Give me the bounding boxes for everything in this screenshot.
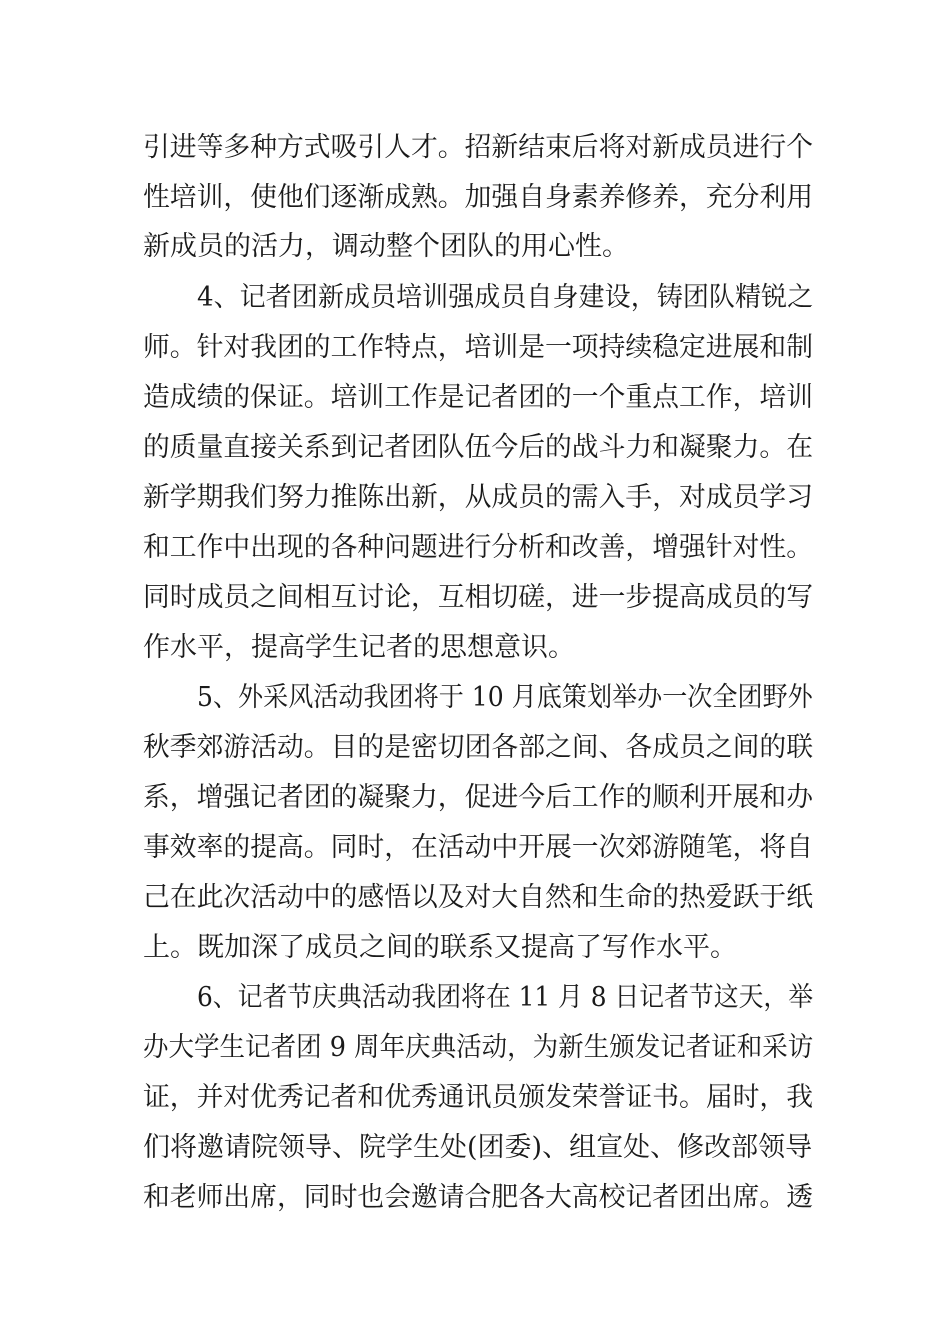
text-line: 办大学生记者团 9 周年庆典活动，为新生颁发记者证和采访 — [143, 1032, 814, 1063]
text-line: 新成员的活力，调动整个团队的用心性。 — [143, 231, 629, 262]
text-line: 己在此次活动中的感悟以及对大自然和生命的热爱跃于纸 — [143, 882, 813, 913]
text-line: 和老师出席，同时也会邀请合肥各大高校记者团出席。透 — [143, 1182, 813, 1213]
text-line: 和工作中出现的各种问题进行分析和改善，增强针对性。 — [143, 532, 813, 563]
text-line: 引进等多种方式吸引人才。招新结束后将对新成员进行个 — [143, 132, 813, 163]
text-line: 秋季郊游活动。目的是密切团各部之间、各成员之间的联 — [143, 732, 813, 763]
text-line: 新学期我们努力推陈出新，从成员的需入手，对成员学习 — [143, 482, 813, 513]
text-line: 作水平，提高学生记者的思想意识。 — [143, 632, 575, 663]
paragraph-5-first-line: 5、外采风活动我团将于 10 月底策划举办一次全团野外 — [197, 682, 813, 713]
text-line: 的质量直接关系到记者团队伍今后的战斗力和凝聚力。在 — [143, 432, 813, 463]
text-line: 师。针对我团的工作特点，培训是一项持续稳定进展和制 — [143, 332, 813, 363]
paragraph-4-first-line: 4、记者团新成员培训强成员自身建设，铸团队精锐之 — [197, 282, 814, 313]
text-line: 造成绩的保证。培训工作是记者团的一个重点工作，培训 — [143, 382, 813, 413]
text-line: 证，并对优秀记者和优秀通讯员颁发荣誉证书。届时，我 — [143, 1082, 813, 1113]
paragraph-6-first-line: 6、记者节庆典活动我团将在 11 月 8 日记者节这天，举 — [197, 982, 814, 1013]
text-line: 上。既加深了成员之间的联系又提高了写作水平。 — [143, 932, 737, 963]
text-line: 们将邀请院领导、院学生处(团委)、组宣处、修改部领导 — [143, 1132, 813, 1163]
text-line: 同时成员之间相互讨论，互相切磋，进一步提高成员的写 — [143, 582, 813, 613]
text-line: 性培训，使他们逐渐成熟。加强自身素养修养，充分利用 — [143, 182, 813, 213]
text-line: 事效率的提高。同时，在活动中开展一次郊游随笔，将自 — [143, 832, 813, 863]
text-line: 系，增强记者团的凝聚力，促进今后工作的顺利开展和办 — [143, 782, 813, 813]
